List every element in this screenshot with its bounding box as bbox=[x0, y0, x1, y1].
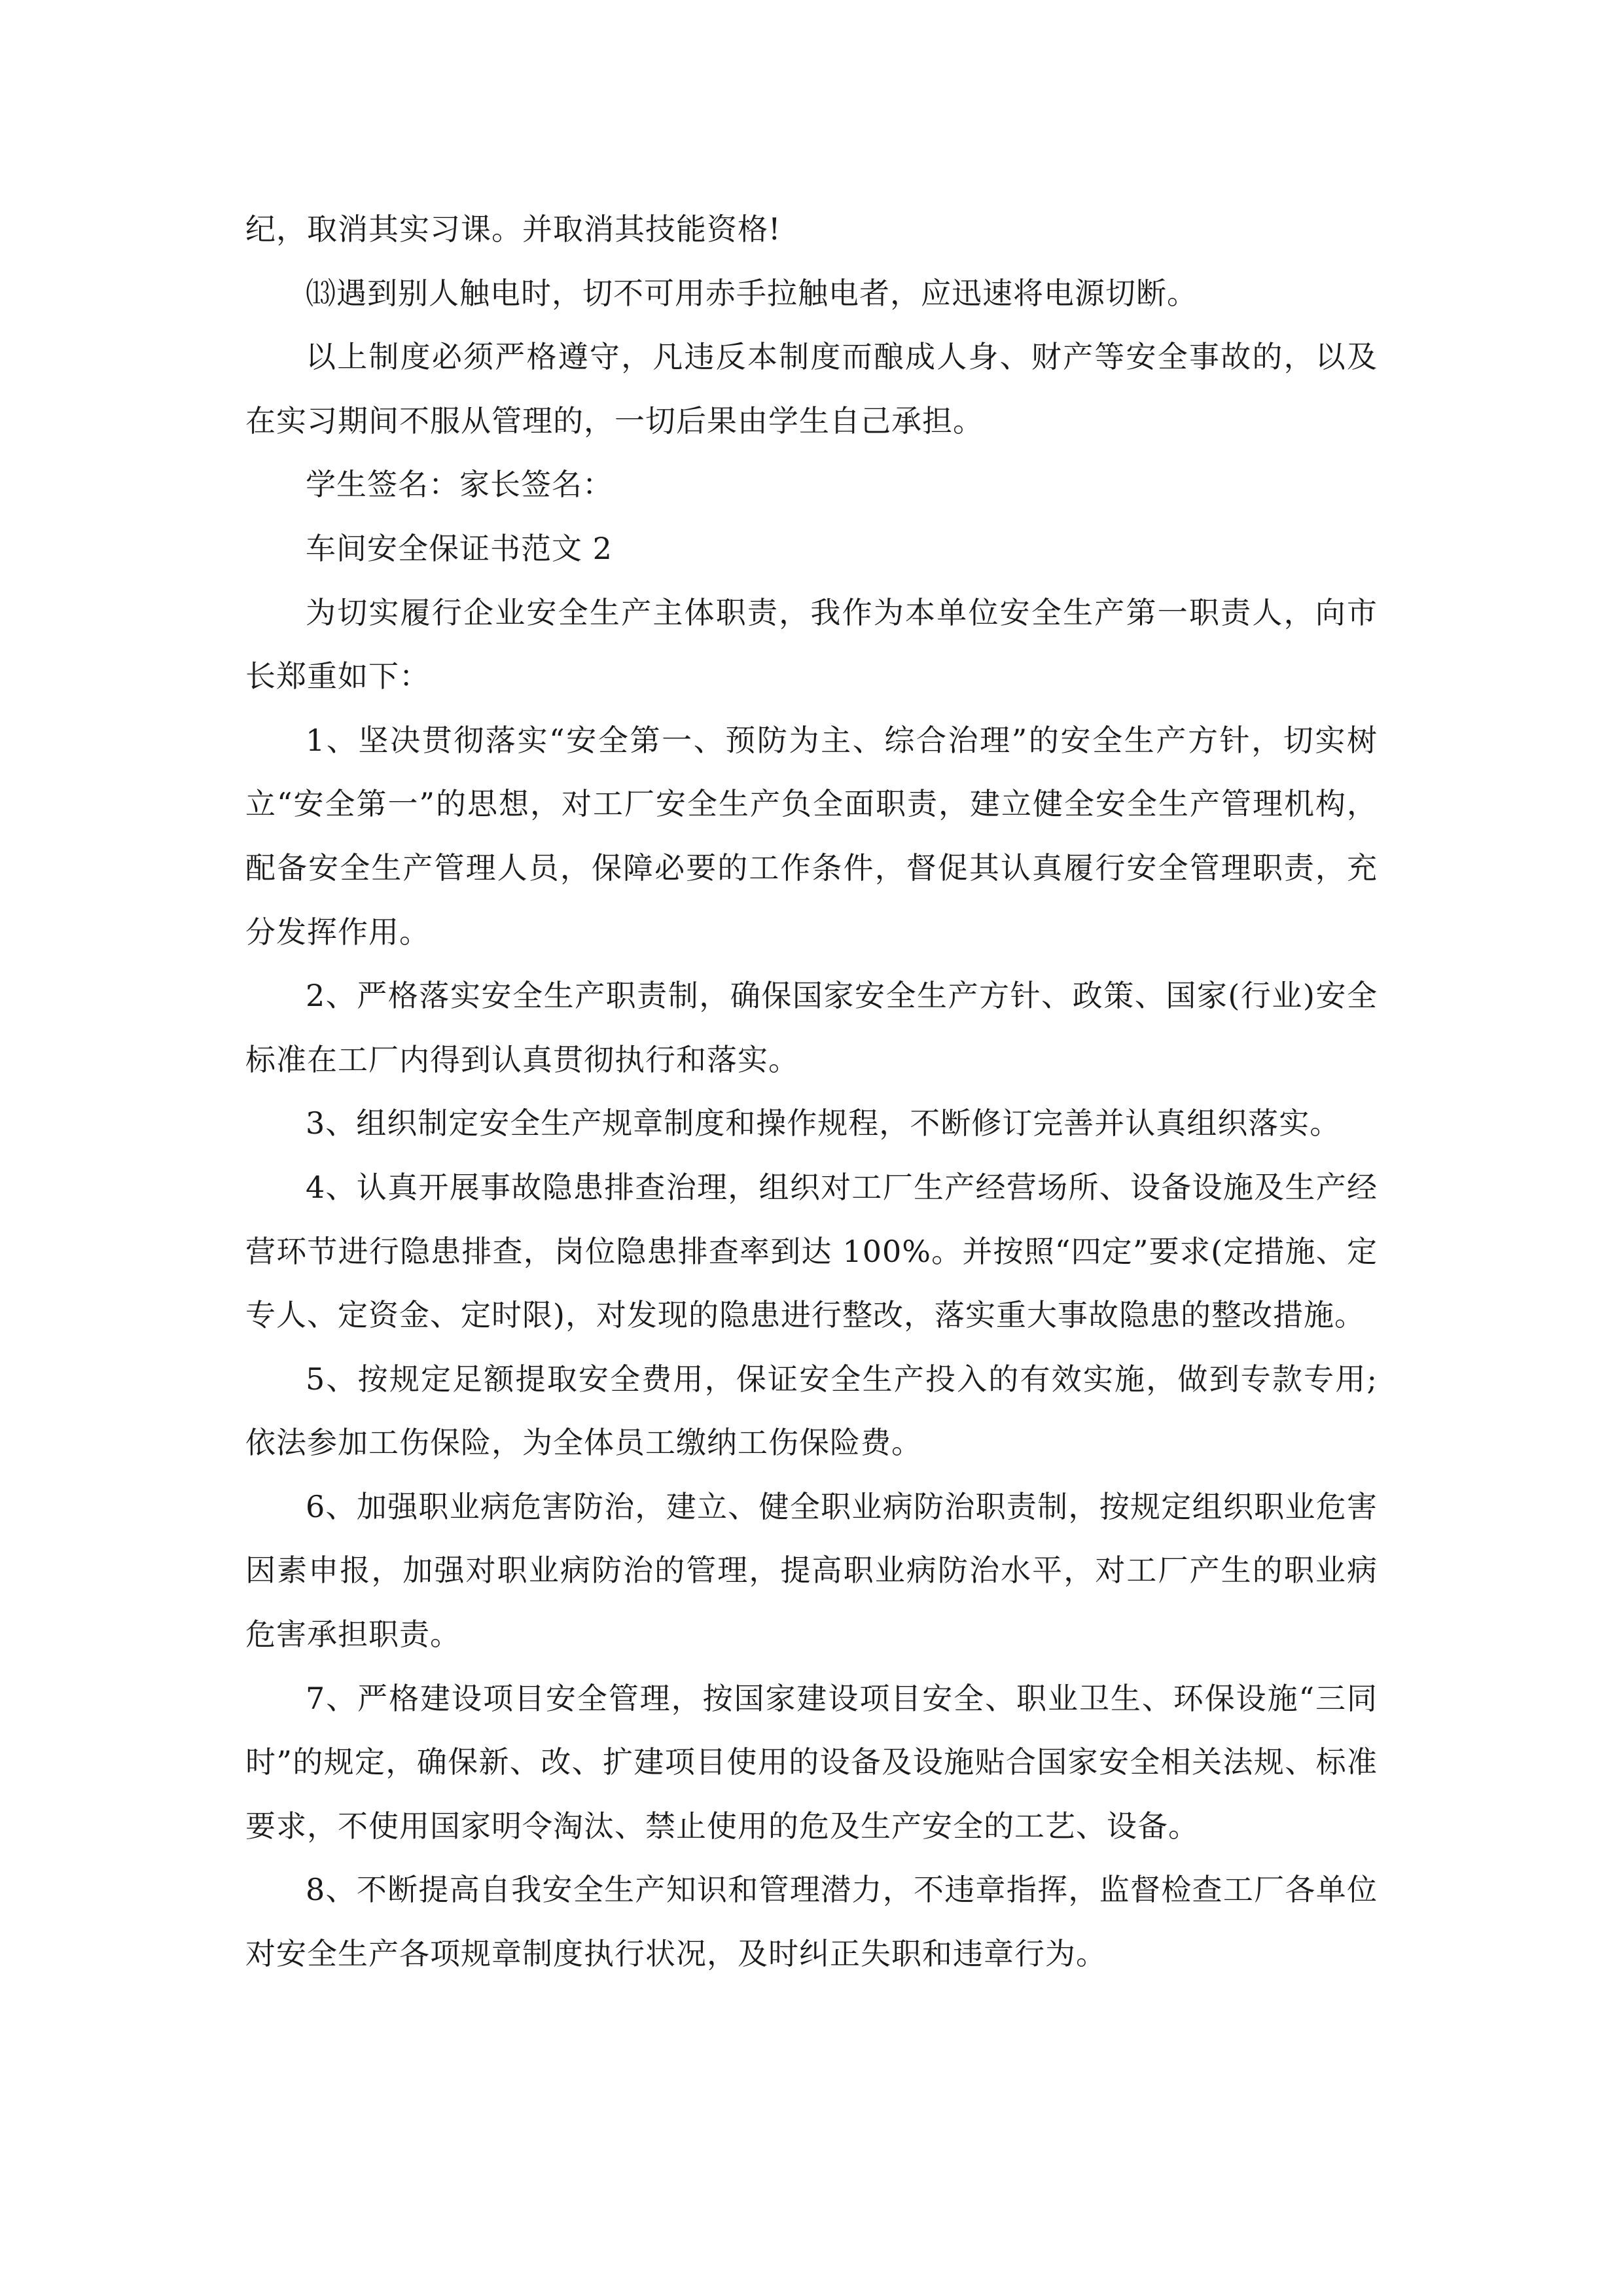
paragraph-continuation: 纪，取消其实习课。并取消其技能资格! bbox=[245, 211, 781, 247]
paragraph-item-1: 1、坚决贯彻落实“安全第一、预防为主、综合治理”的安全生产方针，切实树立“安全第一”的思想，对工厂安全生产负全面职责，建立健全安全生产管理机构，配备安全生产管理人员，保障必要的工作条件，督促其认真履行安全管理职责，充分发挥作用。 bbox=[245, 722, 1378, 950]
paragraph-item-6: 6、加强职业病危害防治，建立、健全职业病防治职责制，按规定组织职业危害因素申报，加强对职业病防治的管理，提高职业病防治水平，对工厂产生的职业病危害承担职责。 bbox=[245, 1488, 1378, 1653]
paragraph-item-8: 8、不断提高自我安全生产知识和管理潜力，不违章指挥，监督检查工厂各单位对安全生产各项规章制度执行状况，及时纠正失职和违章行为。 bbox=[245, 1872, 1378, 1972]
document-body bbox=[245, 198, 1378, 1986]
paragraph-item-3: 3、组织制定安全生产规章制度和操作规程，不断修订完善并认真组织落实。 bbox=[306, 1105, 1341, 1141]
signature-line: 学生签名：家长签名： bbox=[306, 467, 613, 503]
paragraph-intro: 为切实履行企业安全生产主体职责，我作为本单位安全生产第一职责人，向市长郑重如下： bbox=[245, 594, 1378, 694]
paragraph-item-2: 2、严格落实安全生产职责制，确保国家安全生产方针、政策、国家(行业)安全标准在工厂内得到认真贯彻执行和落实。 bbox=[245, 978, 1378, 1077]
paragraph-rule-13: ⒀遇到别人触电时，切不可用赤手拉触电者，应迅速将电源切断。 bbox=[306, 275, 1198, 311]
section-title: 车间安全保证书范文 2 bbox=[306, 530, 613, 566]
paragraph-item-5: 5、按规定足额提取安全费用，保证安全生产投入的有效实施，做到专款专用;依法参加工伤保险，为全体员工缴纳工伤保险费。 bbox=[245, 1361, 1378, 1461]
paragraph-compliance: 以上制度必须严格遵守，凡违反本制度而酿成人身、财产等安全事故的，以及在实习期间不服从管理的，一切后果由学生自己承担。 bbox=[245, 339, 1378, 439]
paragraph-item-7: 7、严格建设项目安全管理，按国家建设项目安全、职业卫生、环保设施“三同时”的规定，确保新、改、扩建项目使用的设备及设施贴合国家安全相关法规、标准要求，不使用国家明令淘汰、禁止使用的危及生产安全的工艺、设备。 bbox=[245, 1680, 1378, 1844]
paragraph-item-4: 4、认真开展事故隐患排查治理，组织对工厂生产经营场所、设备设施及生产经营环节进行隐患排查，岗位隐患排查率到达 100%。并按照“四定”要求(定措施、定专人、定资金、定时限)，对发现的隐患进行整改，落实重大事故隐患的整改措施。 bbox=[245, 1169, 1378, 1333]
